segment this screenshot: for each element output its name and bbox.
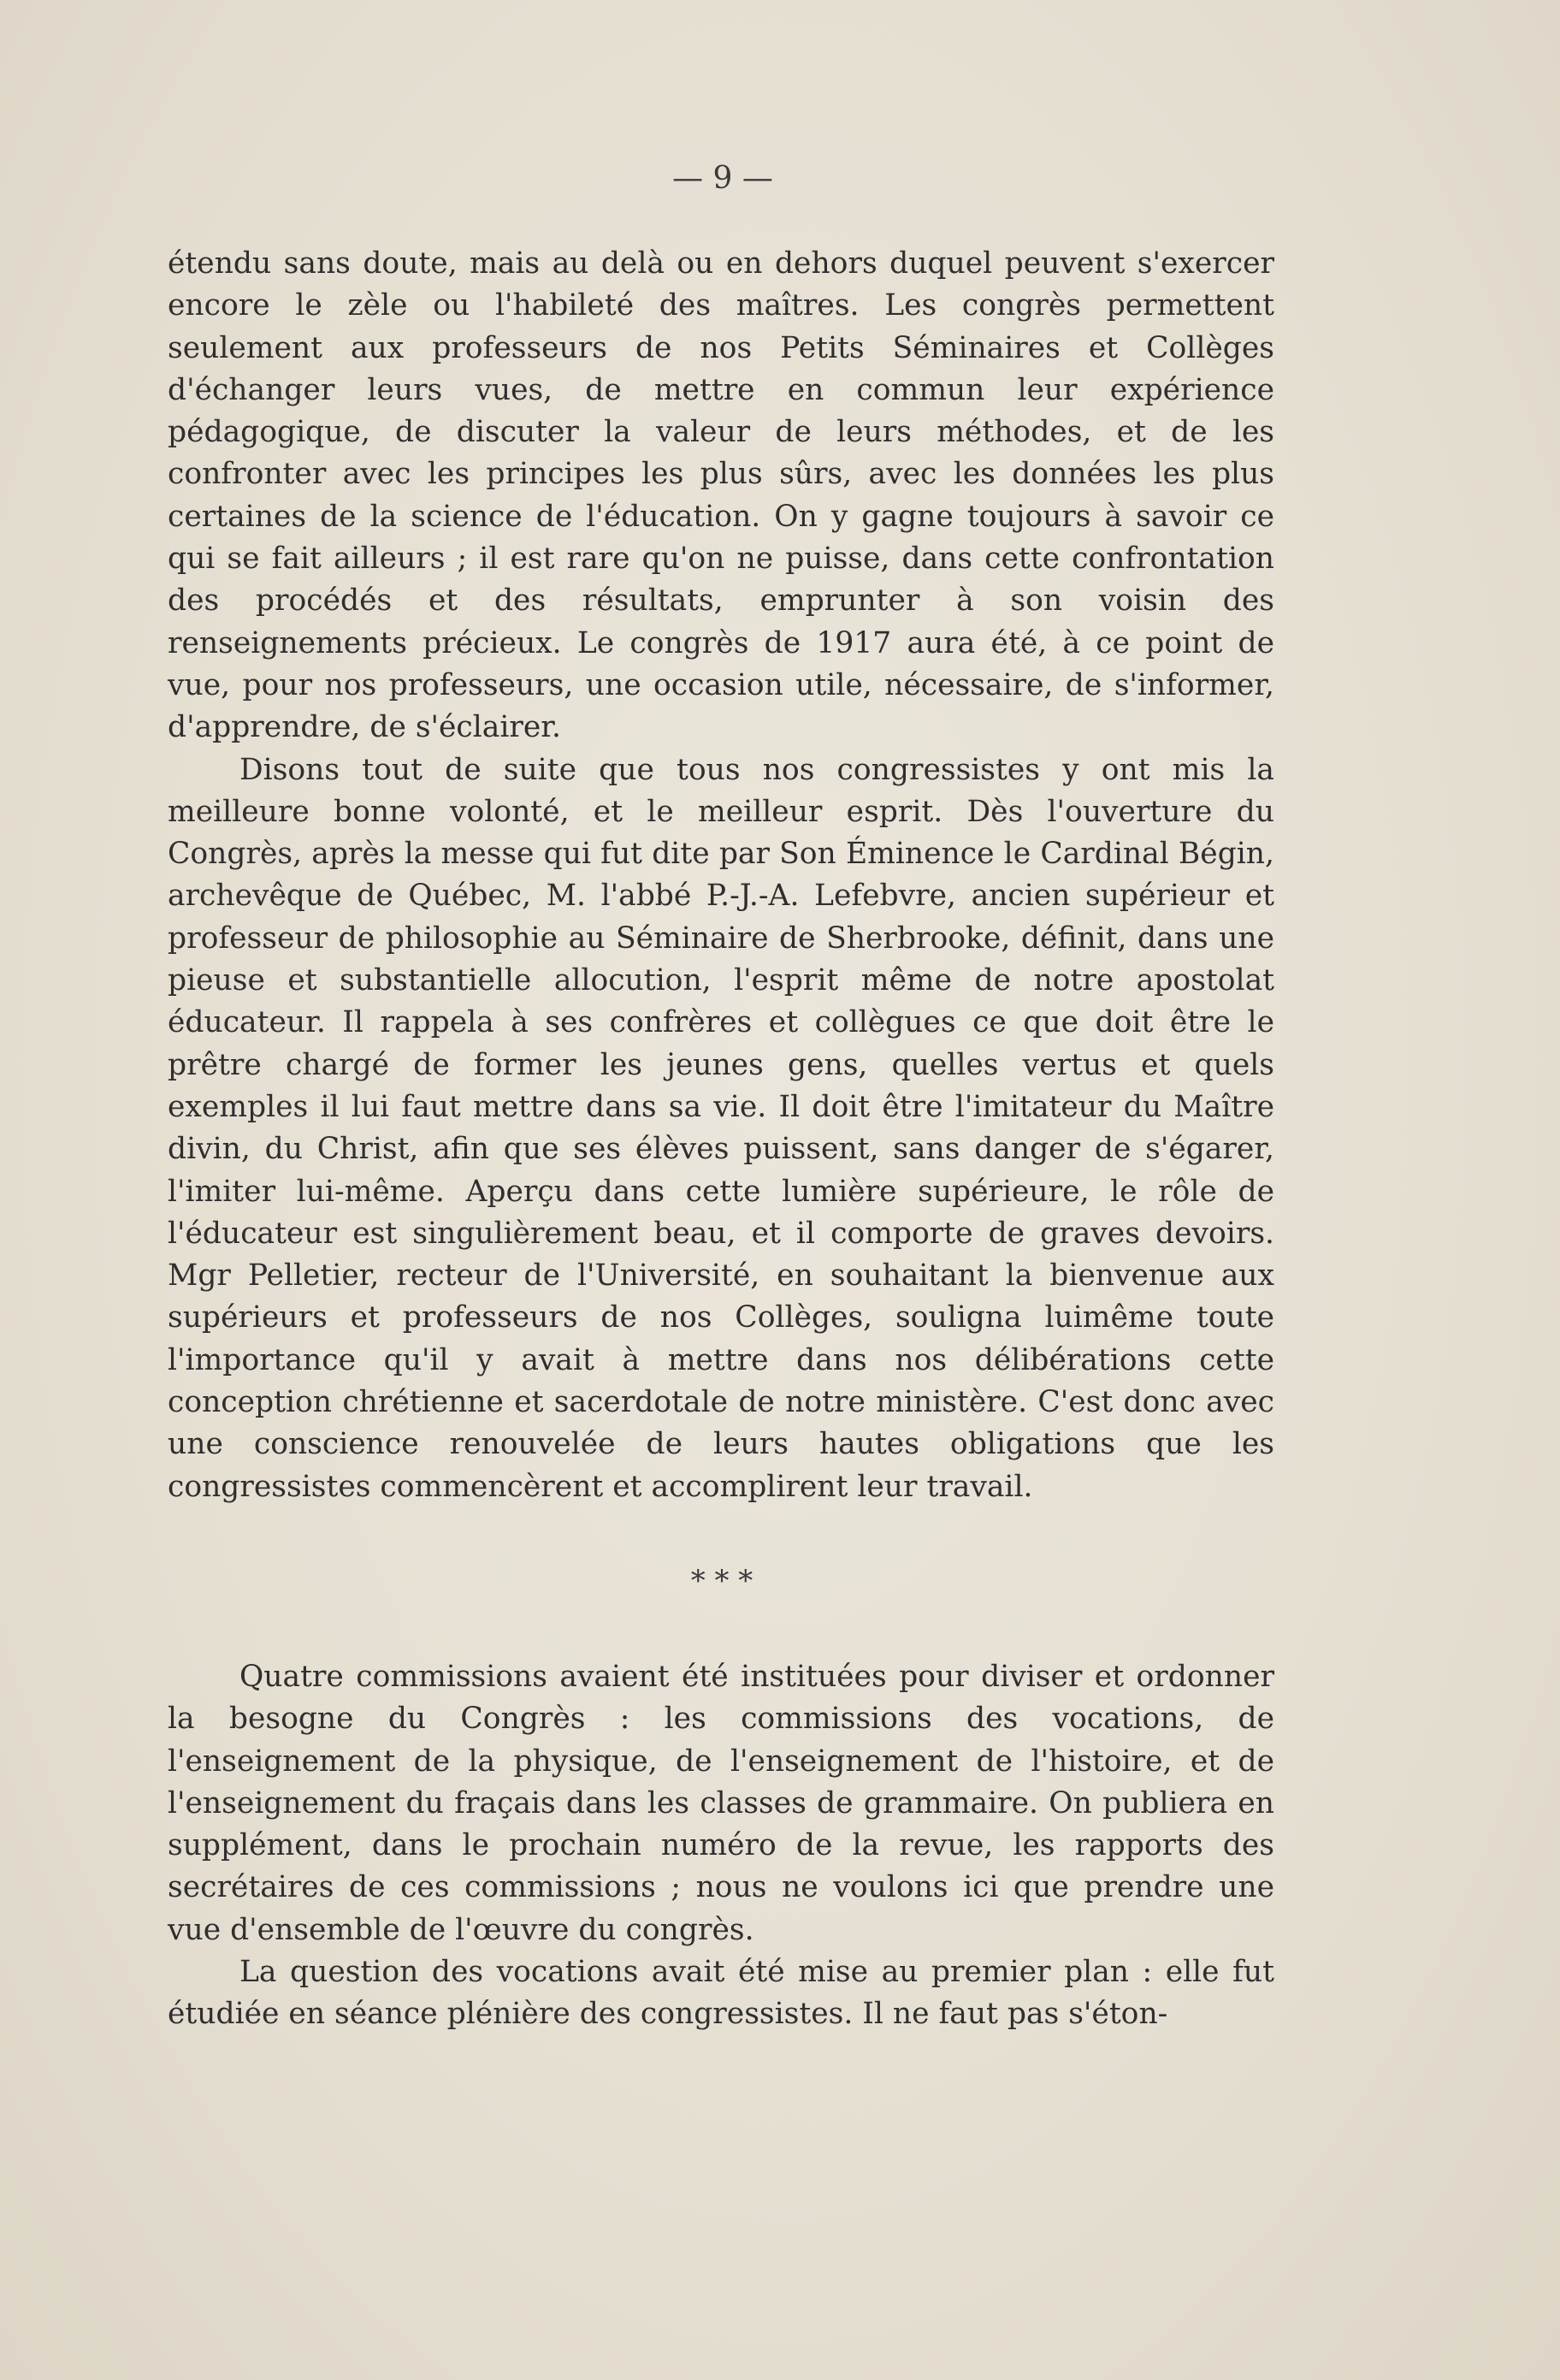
page-number: — 9 — bbox=[672, 161, 773, 196]
paragraph-congress-opening: Disons tout de suite que tous nos congressistes y ont mis la meilleure bonne volonté, et le meilleur esprit. Dès l'ouverture du Congrès, après la messe qui fut dite par Son Éminence le Cardinal Bégin, archevêque de Québec, M. l'abbé P.-J.-A. Lefebvre, ancien supérieur et professeur de philosophie au Séminaire de Sherbrooke, définit, dans une pieuse et substantielle allocution, l'esprit même de notre apostolat éducateur. Il rappela à ses confrères et collègues ce que doit être le prêtre chargé de former les jeunes gens, quelles vertus et quels exemples il lui faut mettre dans sa vie. Il doit être l'imitateur du Maître divin, du Christ, afin que ses élèves puissent, sans danger de s'égarer, l'imiter lui-même. Aperçu dans cette lumière supérieure, le rôle de l'éducateur est singulièrement beau, et il comporte de graves devoirs. Mgr Pelletier, recteur de l'Université, en souhaitant la bienvenue aux supérieurs et professeurs de nos Collèges, souligna luimême toute l'importance qu'il y avait à mettre dans nos délibérations cette conception chrétienne et sacerdotale de notre ministère. C'est donc avec une conscience renouvelée de leurs hautes obligations que les congressistes commencèrent et accomplirent leur travail. bbox=[168, 752, 1274, 1504]
paragraph-commissions: Quatre commissions avaient été instituées pour diviser et ordonner la besogne du Congrès : les commissions des vocations, de l'enseignement de la physique, de l'enseignement de l'histoire, et de l'enseignement du fraçais dans les classes de grammaire. On publiera en supplément, dans le prochain numéro de la revue, les rapports des secrétaires de ces commissions ; nous ne voulons ici que prendre une vue d'ensemble de l'œuvre du congrès. bbox=[168, 1660, 1274, 1947]
paragraph-vocations: La question des vocations avait été mise au premier plan : elle fut étudiée en séance plénière des congressistes. Il ne faut pas s'éton- bbox=[168, 1955, 1274, 2032]
text-block-lower bbox=[168, 1656, 1274, 2036]
text-block-upper bbox=[168, 243, 1274, 1508]
paragraph-continuation: étendu sans doute, mais au delà ou en dehors duquel peuvent s'exercer encore le zèle ou l'habileté des maîtres. Les congrès permettent seulement aux professeurs de nos Petits Séminaires et Collèges d'échanger leurs vues, de mettre en commun leur expérience pédagogique, de discuter la valeur de leurs méthodes, et de les confronter avec les principes les plus sûrs, avec les données les plus certaines de la science de l'éducation. On y gagne toujours à savoir ce qui se fait ailleurs ; il est rare qu'on ne puisse, dans cette confrontation des procédés et des résultats, emprunter à son voisin des renseignements précieux. Le congrès de 1917 aura été, à ce point de vue, pour nos professeurs, une occasion utile, nécessaire, de s'informer, d'apprendre, de s'éclairer. bbox=[168, 246, 1274, 745]
section-separator-asterism: * * * bbox=[690, 1564, 755, 1598]
